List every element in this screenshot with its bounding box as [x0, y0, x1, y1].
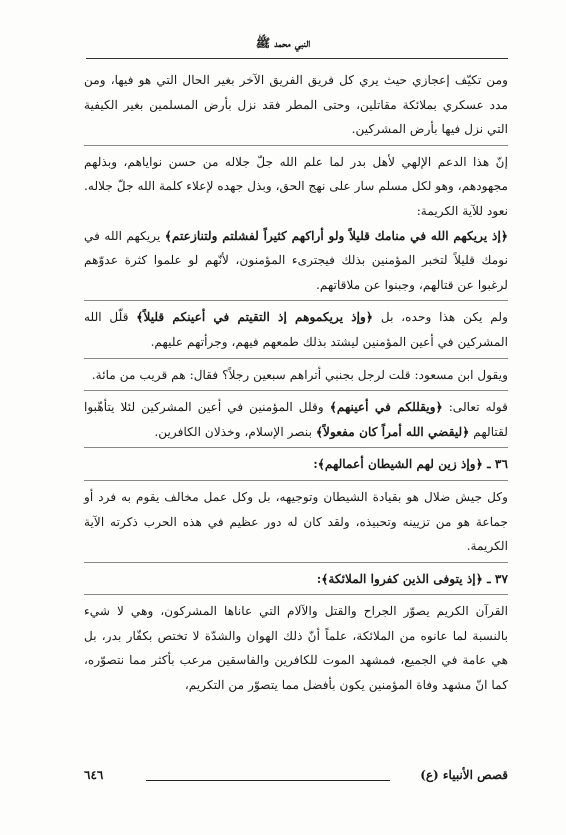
paragraph	[84, 395, 508, 444]
paragraph-divider	[84, 358, 508, 359]
paragraph-divider	[84, 300, 508, 301]
paragraph	[84, 224, 508, 298]
page-number: ٦٤٦	[84, 768, 104, 782]
quran-verse: ﴿ليقضي الله أمراً كان مفعولاً﴾	[315, 424, 470, 439]
footer-rule	[146, 780, 390, 781]
paragraph: ويقول ابن مسعود: قلت لرجل بجنبي أتراهم سبعين رجلاً؟ فقال: هم قريب من مائة.	[91, 367, 508, 382]
commentary-text: قوله تعالى:	[442, 400, 508, 415]
paragraph: إنّ هذا الدعم الإلهي لأهل بدر لما علم الله جلّ جلاله من حسن نواياهم، وبذلهم مجهودهم، وهو لكل مسلم سار على نهج الحق، وبذل جهده لإعلاء كلمة الله جلّ جلاله.	[84, 154, 508, 194]
running-head: النبي محمد ﷺ	[255, 36, 311, 50]
paragraph-divider	[84, 447, 508, 448]
footer-book-title: قصص الأنبياء (ع)	[420, 768, 508, 782]
paragraph-divider	[84, 390, 508, 391]
commentary-text: ولم يكن هذا وحده، بل	[373, 310, 508, 325]
quran-verse: ﴿وإذ يريكموهم إذ التقيتم في أعينكم قليلاً﴾	[136, 310, 374, 325]
paragraph-divider	[84, 145, 508, 146]
quran-verse: ﴿ويقللكم في أعينهم﴾	[329, 400, 443, 415]
paragraph: القرآن الكريم يصوّر الجراح والقتل والآلام التي عاناها المشركون، وهي لا شيء بالنسبة لما عانوه من الملائكة، علماً أنّ ذلك الهوان والشدّة لا تختص بكفّار بدر، بل هي عامة في الجميع، فمشهد الموت للكافرين والفاسقين مرعب بأكثر مما نتصوّره، كما انّ مشهد وفاة المؤمنين يكون بأفضل مما يتصوّر من التكريم،	[84, 604, 508, 693]
paragraph: ومن تكيّف إعجازي حيث يري كل فريق الفريق الآخر بغير الحال التي هو فيها، ومن مدد عسكري بملائكة مقاتلين، وحتى المطر فقد نزل بأرض المسلمين بغير الكيفية التي نزل فيها بأرض المشركين.	[84, 73, 508, 137]
header-rule	[86, 58, 508, 59]
page-footer	[84, 768, 508, 788]
paragraph	[84, 305, 508, 354]
section-heading: ٣٦ ـ ﴿وإذ زين لهم الشيطان أعمالهم﴾:	[313, 457, 508, 472]
quran-verse: ﴿إذ يريكهم الله في منامك قليلاً ولو أراكهم كثيراً لفشلتم ولتنازعتم﴾	[164, 228, 508, 243]
paragraph-divider	[84, 480, 508, 481]
paragraph-divider	[84, 562, 508, 563]
commentary-text: يريكهم الله في نومك قليلاً لتخبر المؤمنين بذلك فيجترىء المؤمنون، لأنّهم لو علموا كثرة عدوّهم لرغبوا عن قتالهم، وجبنوا عن ملاقاتهم.	[84, 228, 508, 292]
paragraph: نعود للآية الكريمة:	[416, 203, 508, 218]
section-heading: ٣٧ ـ ﴿إذ يتوفى الذين كفروا الملائكة﴾:	[316, 571, 508, 586]
paragraph: وكل جيش ضلال هو بقيادة الشيطان وتوجيهه، بل وكل عمل مخالف يقوم به فرد أو جماعة هو من تزيينه وتحبيذه، ولقد كان له دور عظيم في هذه الحرب ذكرته الآية الكريمة.	[84, 489, 508, 554]
commentary-text: بنصر الإسلام، وخذلان الكافرين.	[154, 424, 316, 439]
paragraph-divider	[84, 594, 508, 595]
page-body	[84, 68, 508, 698]
commentary-text: وقلل المؤمنين في أعين المشركين لئلا يتأهّبوا لقتالهم	[84, 400, 508, 439]
commentary-text: قلّل الله المشركين في أعين المؤمنين ليشتد بذلك طمعهم فيهم، وجرأتهم عليهم.	[84, 310, 508, 349]
